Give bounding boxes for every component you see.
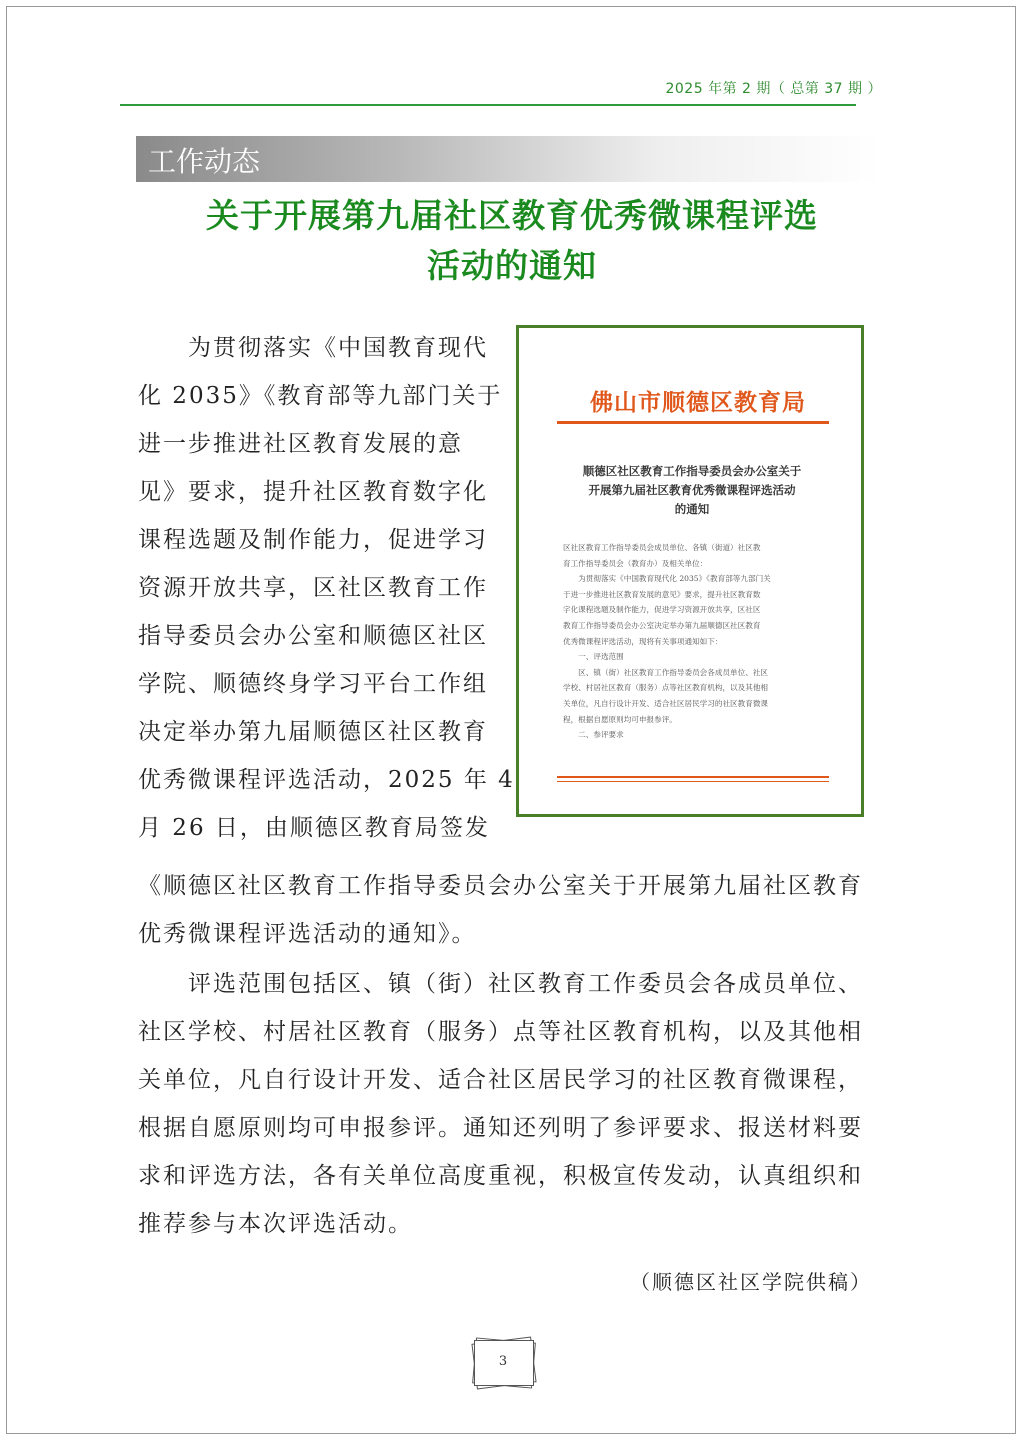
- text-line: 进一步推进社区教育发展的意: [138, 431, 463, 457]
- document-body-line: 二、参评要求: [563, 730, 624, 740]
- document-body: [563, 540, 825, 743]
- text-line: 月 26 日，由顺德区教育局签发: [138, 815, 490, 841]
- document-body-line: 区社区教育工作指导委员会成员单位、各镇（街道）社区教: [563, 543, 761, 552]
- text-line: 求和评选方法，各有关单位高度重视，积极宣传发动，认真组织和: [138, 1163, 863, 1189]
- document-body-line: 字化课程选题及制作能力，促进学习资源开放共享，区社区: [563, 605, 761, 615]
- article-title-line-1: 关于开展第九届社区教育优秀微课程评选: [206, 196, 818, 235]
- text-line: 社区学校、村居社区教育（服务）点等社区教育机构，以及其他相: [138, 1019, 863, 1045]
- text-line: 决定举办第九届顺德区社区教育: [138, 719, 488, 745]
- document-body-line: 一、评选范围: [563, 652, 624, 662]
- text-line: 课程选题及制作能力，促进学习: [138, 527, 488, 553]
- paragraph-1-left-column: [138, 324, 515, 852]
- text-line: 关单位，凡自行设计开发、适合社区居民学习的社区教育微课程，: [138, 1067, 863, 1093]
- text-line: 指导委员会办公室和顺德区社区: [138, 623, 488, 649]
- article-credit: （顺德区社区学院供稿）: [630, 1270, 872, 1294]
- text-line: 优秀微课程评选活动的通知》。: [138, 921, 477, 947]
- text-line: 化 2035》《教育部等九部门关于: [138, 383, 503, 409]
- text-line: 见》要求，提升社区教育数字化: [138, 479, 488, 505]
- letterhead-red-rule: [557, 421, 829, 424]
- document-body-line: 程，根据自愿原则均可申报参评。: [563, 714, 677, 724]
- document-body-line: 育工作指导委员会（教育办）及相关单位：: [563, 558, 708, 568]
- document-footer-rule-thin: [557, 781, 829, 782]
- text-line: 根据自愿原则均可申报参评。通知还列明了参评要求、报送材料要: [138, 1115, 863, 1141]
- document-body-line: 为贯彻落实《中国教育现代化 2035》《教育部等九部门关: [563, 574, 771, 584]
- text-line: 评选范围包括区、镇（街）社区教育工作委员会各成员单位、: [138, 971, 863, 997]
- text-line: 资源开放共享，区社区教育工作: [138, 575, 488, 601]
- header-rule: [120, 104, 856, 106]
- document-body-line: 学校、村居社区教育（服务）点等社区教育机构，以及其他相: [563, 683, 769, 693]
- section-label: 工作动态: [148, 145, 261, 178]
- document-body-line: 区、镇（街）社区教育工作指导委员会各成员单位、社区: [563, 667, 769, 677]
- text-line: 推荐参与本次评选活动。: [138, 1211, 413, 1237]
- issuer-letterhead: 佛山市顺德区教育局: [590, 389, 806, 416]
- issue-number: 2025 年第 2 期（ 总第 37 期 ）: [665, 81, 882, 97]
- page-number-badge: [470, 1336, 536, 1388]
- paragraph-2: [138, 960, 888, 1248]
- document-title-line: 的通知: [674, 502, 710, 516]
- text-line: 优秀微课程评选活动，2025 年 4: [138, 767, 515, 793]
- paragraph-1-continuation: [138, 862, 888, 958]
- text-line: 为贯彻落实《中国教育现代: [138, 335, 488, 361]
- article-title-line-2: 活动的通知: [427, 246, 597, 285]
- notice-document-image: [516, 325, 864, 817]
- page-number: 3: [498, 1354, 508, 1369]
- text-line: 学院、顺德终身学习平台工作组: [138, 671, 488, 697]
- document-title-line: 开展第九届社区教育优秀微课程评选活动: [588, 483, 796, 497]
- document-body-line: 于进一步推进社区教育发展的意见》要求，提升社区教育数: [563, 589, 761, 599]
- document-body-line: 优秀微课程评选活动，现将有关事项通知如下：: [563, 636, 723, 646]
- document-title-line: 顺德区社区教育工作指导委员会办公室关于: [582, 464, 802, 478]
- text-line: 《顺德区社区教育工作指导委员会办公室关于开展第九届社区教育: [138, 873, 863, 899]
- document-body-line: 教育工作指导委员会办公室决定举办第九届顺德区社区教育: [563, 620, 761, 630]
- document-footer-rule: [557, 776, 829, 778]
- document-title: [549, 462, 835, 519]
- document-body-line: 关单位，凡自行设计开发、适合社区居民学习的社区教育微课: [563, 698, 769, 708]
